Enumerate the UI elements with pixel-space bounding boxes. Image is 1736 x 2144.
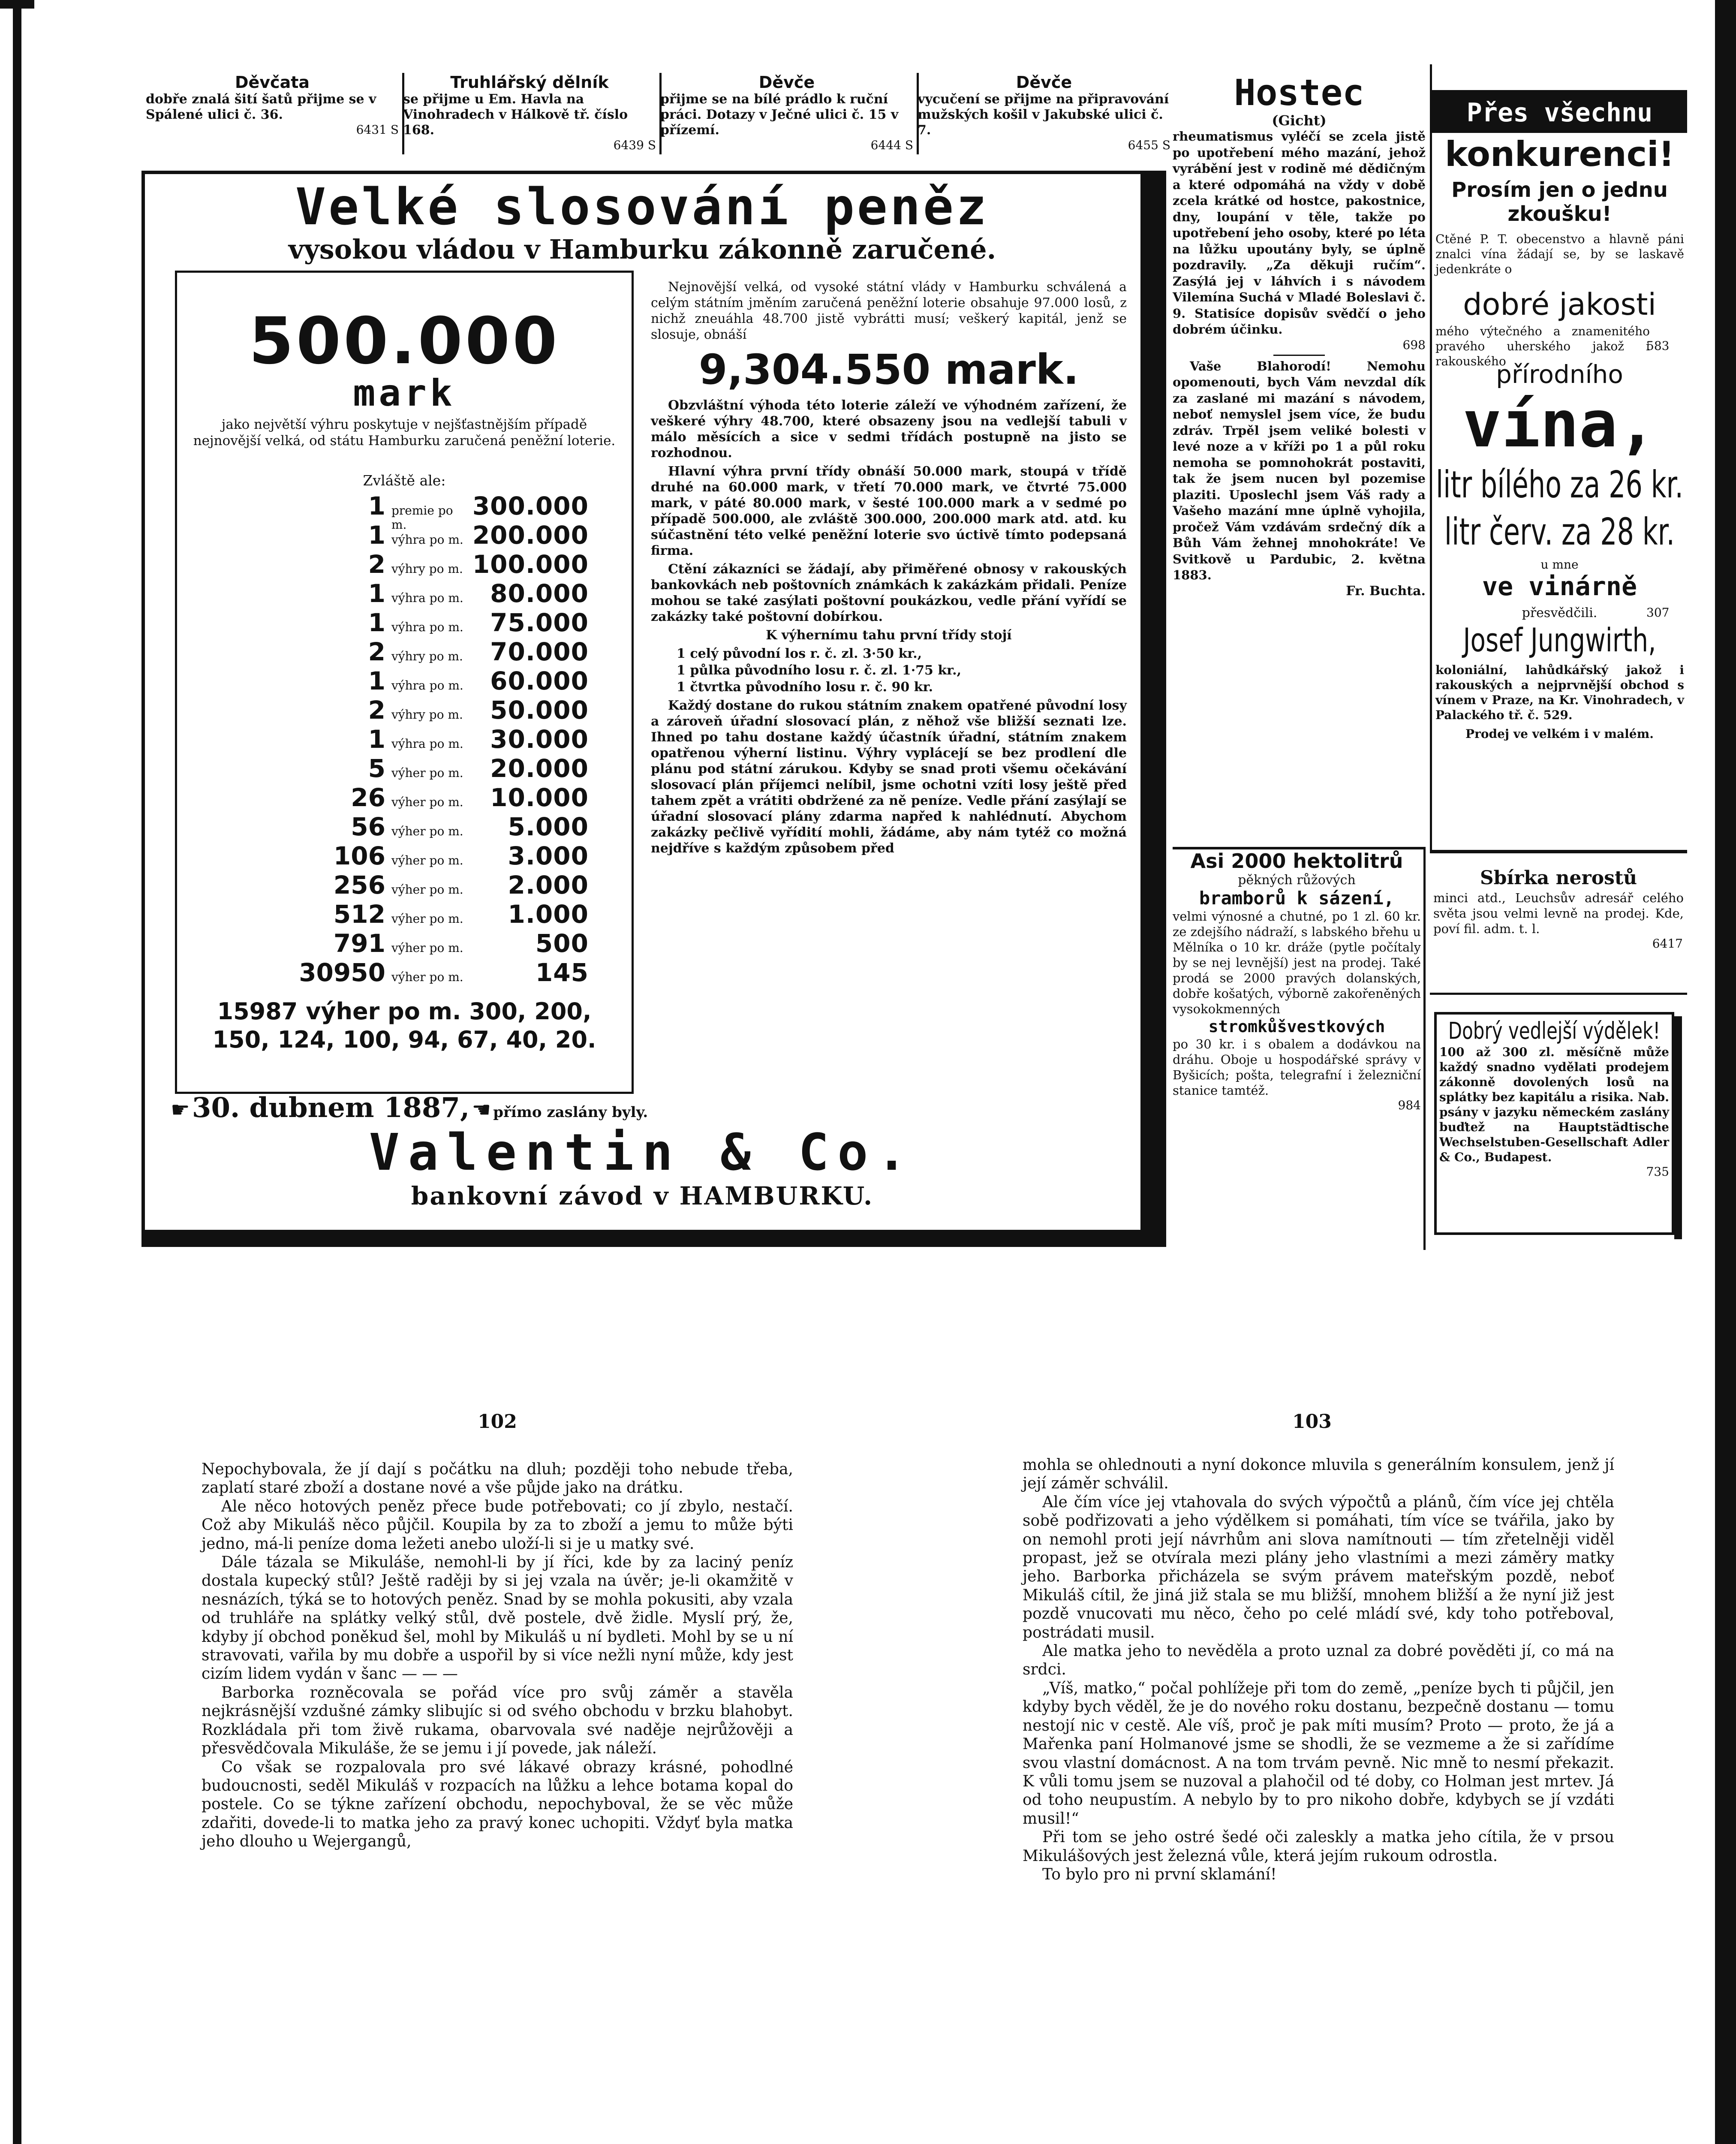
top-ad-3-num: 6444 S bbox=[870, 138, 913, 152]
top-ad-1-title: Děvčata bbox=[235, 73, 310, 92]
hostec-num: 698 bbox=[1402, 337, 1426, 352]
wine-u-mne: u mne bbox=[1540, 557, 1579, 572]
potatoes-sub: pěkných růžových bbox=[1238, 873, 1356, 888]
lottery-price-3: 1 čtvrtka původního losu r. č. 90 kr. bbox=[677, 680, 933, 695]
prize-label: výher po m. bbox=[391, 824, 463, 838]
wine-address: koloniální, lahůdkářský jakož i rakouských a nejprvnější obchod s vínem v Praze, na Kr. Vinohradech, v Palackého tř. č. 529. bbox=[1435, 663, 1684, 722]
minerals-num: 6417 bbox=[1652, 936, 1683, 951]
wine-price-1: litr bílého za 26 kr. bbox=[1435, 462, 1684, 506]
minerals-title: Sbírka nerostů bbox=[1480, 867, 1637, 889]
story-paragraph: Barborka rozněcovala se pořád více pro svůj záměr a stavěla nejkrásnější vzdušné zámky slibujíc si od svého obchodu v brzku blahobyt. Rozkládala při tom živě rukama, obarvovala své naděje nejrůžověji a přesvědčovala Mikuláše, že se jemu i jí povede, jak náleží. bbox=[202, 1683, 793, 1758]
top-ad-4-title: Děvče bbox=[1016, 73, 1072, 92]
prize-qty: 2 bbox=[368, 637, 385, 666]
prize-label: výhra po m. bbox=[391, 533, 463, 547]
prize-value: 80.000 bbox=[490, 579, 589, 608]
hostec-body: rheumatismus vyléčí se zcela jistě po upotřebení mého mazání, jehož vyrábění jest v rodině mé dědičným a které odpomáhá na vždy v době zcela krátké od hostce, pakostnice, dny, loupání v těle, takže po upotřebení jeho osoby, které po léta na lůžku upoutány byly, se úplně pozdravily. „Za děkuji ručím“. Zasýlá jej v láhvích i s návodem Vilemína Suchá v Mladé Boleslavi č. 9. Statisíce dopisův svědčí o jeho dobrém účinku. bbox=[1173, 129, 1426, 337]
lottery-date-line bbox=[171, 1092, 1114, 1126]
lottery-para-1: Obzvláštní výhoda této loterie záleží ve výhodném zařízení, že veškeré výhry 48.700, které obsazeny jsou na vedlejší tabuli v málo měsících a sice v sedmi třídách postupně na jisto se rozhodnou. bbox=[651, 398, 1127, 461]
prize-label: výhra po m. bbox=[391, 678, 463, 693]
prize-value: 200.000 bbox=[472, 521, 589, 550]
prize-qty: 1 bbox=[368, 666, 385, 696]
lottery-price-1: 1 celý původní los r. č. zl. 3·50 kr., bbox=[677, 646, 922, 661]
top-ad-2-num: 6439 S bbox=[613, 138, 656, 152]
prize-label: výher po m. bbox=[391, 882, 463, 897]
minerals-ad bbox=[1430, 866, 1687, 995]
prize-qty: 30950 bbox=[299, 958, 385, 987]
top-ad-1-text: dobře znalá šití šatů přijme se v Spálené ulici č. 36. bbox=[146, 92, 376, 122]
prize-row bbox=[203, 696, 589, 725]
hostec-sub: (Gicht) bbox=[1272, 112, 1327, 129]
lottery-para-5: Každý dostane do rukou státním znakem opatřené původní losy a zároveň úřadní slosovací plán, z něhož vše bližší seznati lze. Ihned po tahu dostane každý účastník úřadní, státním znakem opatřenou výherní listinu. Výhry vyplácejí se bez prodlení dle plánu pod státní zárukou. Kdyby se snad proti všemu očekávání slosovací plán příjemci nelíbil, jsme ochotni vzíti losy ještě před tahem zpět a vrátiti obdržené za ně peníze. Vedle přání zasýlají se úřadní slosovací plány zdarma napřed k nahlédnutí. Abychom zakázky pečlivě vyřídití mohli, žádáme, aby nám tytéž co možná nejdříve s každým způsobem před bbox=[651, 698, 1127, 856]
lottery-intro-text: Nejnovější velká, od vysoké státní vlády v Hamburku schválená a celým státním jměním zaručená peněžní loterie obsahuje 97.000 losů, z nichž zneuáhla 48.700 jistě vybrátti musí; veškerý kapitál, jenž se slosuje, obnáší bbox=[651, 280, 1127, 342]
story-paragraph: mohla se ohlednouti a nyní dokonce mluvila s generálním konsulem, jenž jí její záměr schválil. bbox=[1023, 1456, 1614, 1493]
story-paragraph: To bylo pro ni první sklamání! bbox=[1042, 1865, 1277, 1883]
prize-qty: 791 bbox=[333, 929, 385, 958]
prize-label: výher po m. bbox=[391, 795, 463, 809]
prize-qty: 1 bbox=[368, 725, 385, 754]
potatoes-title: Asi 2000 hektolitrů bbox=[1190, 849, 1403, 873]
wine-presvedcili: přesvědčili. bbox=[1522, 605, 1598, 620]
prize-qty: 256 bbox=[333, 870, 385, 900]
prize-label: výher po m. bbox=[391, 912, 463, 926]
wine-title-1: Přes všechnu bbox=[1466, 98, 1653, 128]
prize-table bbox=[203, 491, 589, 987]
zvlaste-label: Zvláště ale: bbox=[363, 472, 446, 489]
prize-qty: 5 bbox=[368, 754, 385, 783]
big-intro: jako největší výhru poskytuje v nejšťastnějším případě nejnovější velká, od státu Hamburku zaručená peněžní loterie. bbox=[193, 417, 616, 449]
prize-value: 10.000 bbox=[490, 783, 589, 812]
prize-row bbox=[203, 900, 589, 929]
top-ad-1 bbox=[146, 73, 404, 154]
lottery-date-right: přímo zaslány byly. bbox=[493, 1104, 648, 1121]
prize-qty: 2 bbox=[368, 696, 385, 725]
top-ad-2-text: se přijme u Em. Havla na Vinohradech v Hálkově tř. číslo 168. bbox=[403, 92, 628, 138]
left-page-number: 102 bbox=[478, 1411, 517, 1433]
wine-body-2: mého výtečného a znamenitého pravého uherského jakož i rakouského bbox=[1435, 324, 1650, 368]
prize-row bbox=[203, 608, 589, 637]
story-paragraph: Co však se rozpalovala pro své lákavé obrazy krásné, pohodlné budoucnosti, seděl Mikuláš v rozpacích na lůžku a lehce botama kopal do postele. Co se týkne zařízení obchodu, nepochyboval, že se věc může zdařiti, dovede-li to matka jeho za pravý konec uchopiti. Vždyť byla matka jeho dlouho u Wejergangů, bbox=[202, 1758, 793, 1851]
lottery-para-4: K výhernímu tahu první třídy stojí bbox=[766, 628, 1012, 643]
prize-box bbox=[175, 271, 634, 1094]
prize-qty: 56 bbox=[351, 812, 385, 841]
top-ad-4-text: vycučení se přijme na připravování mužských košil v Jakubské ulici č. 7. bbox=[918, 92, 1169, 138]
hostec-title: Hostec bbox=[1234, 72, 1364, 114]
top-ad-3-text: přijme se na bílé prádlo k ruční práci. Dotazy v Ječné ulici č. 15 v přízemí. bbox=[660, 92, 899, 138]
prize-label: výhra po m. bbox=[391, 591, 463, 605]
prize-qty: 26 bbox=[351, 783, 385, 812]
wine-body-1: Ctěné P. T. obecenstvo a hlavně páni znalci vína žádají se, by se laskavě jedenkráte o bbox=[1435, 232, 1684, 276]
prize-row bbox=[203, 870, 589, 900]
wine-ve-vinarne: ve vinárně bbox=[1482, 572, 1637, 602]
story-paragraph: Při tom se jeho ostré šedé oči zaleskly a matka jeho cítila, že v prsou Mikulášových jest železná vůle, která jejím rukoum odrostla. bbox=[1023, 1828, 1614, 1865]
hand-pointer-icon: ☛ bbox=[171, 1097, 190, 1122]
wine-prosim: Prosím jen o jednu zkoušku! bbox=[1451, 178, 1668, 226]
left-margin-rule bbox=[13, 0, 21, 2144]
hostec-letter: Vaše Blahorodí! Nemohu opomenouti, bych Vám nevzdal dík za zaslané mi mazání s návodem, neboť nemyslel jsem více, že budu zdráv. Trpěl jsem veliké bolesti v levé noze a v kříži po 1 a půl roku nemoha se pomnohokrát postaviti, tak že jsem nucen byl pozemise plaziti. Uposlechl jsem Váš rady a Vašeho mazání mne úplně vyhojila, pročež Vám vzdávám srdečný dík a Bůh Vám žehnej mnohokráte! Ve Svitkově u Pardubic, 2. května 1883. bbox=[1173, 358, 1426, 582]
story-paragraph: Ale matka jeho to nevěděla a proto uznal za dobré pověděti jí, co má na srdci. bbox=[1023, 1642, 1614, 1679]
earnings-ad bbox=[1434, 1012, 1674, 1235]
top-ad-2-title: Truhlářský dělník bbox=[450, 73, 609, 92]
earnings-title: Dobrý vedlejší výdělek! bbox=[1448, 1017, 1661, 1045]
story-paragraph: „Víš, matko,“ počal pohlížeje při tom do země, „peníze bych ti půjčil, jen kdyby bych věděl, že je do nového roku dostanu, bezpečně dostanu — tomu nestojí nic v cestě. Ale víš, proč je pak míti musím? Proto — proto, že já a Mařenka paní Holmanové jsme se shodli, že se vezmeme a že si zařídíme svou vlastní domácnost. A na tom trvám pevně. Nic mně to nesmí překazit. K vůli tomu jsem se nuzoval a plahočil od té doby, co Holman jest mrtev. Já od toho neupustím. A nebylo by to pro nikoho dobře, kdybych se jí vzdáti musil!“ bbox=[1023, 1679, 1614, 1828]
lottery-headline: Velké slosování peněz bbox=[295, 177, 989, 236]
prize-row bbox=[203, 841, 589, 870]
prize-label: výhry po m. bbox=[391, 562, 463, 576]
prize-value: 5.000 bbox=[508, 812, 589, 841]
prize-qty: 106 bbox=[333, 841, 385, 870]
lottery-price-2: 1 půlka původního losu r. č. zl. 1·75 kr., bbox=[677, 663, 962, 678]
prize-value: 1.000 bbox=[508, 900, 589, 929]
prize-row bbox=[203, 579, 589, 608]
prize-row bbox=[203, 929, 589, 958]
earnings-body: 100 až 300 zl. měsíčně může každý snadno vydělati prodejem zákonně dovolených losů na splátky bez kapitálu a risika. Nab. psány v jazyku německém zaslány buďtež na Hauptstädtische Wechselstuben-Gesellschaft Adler & Co., Budapest. bbox=[1439, 1045, 1669, 1164]
prize-qty: 1 bbox=[368, 579, 385, 608]
prize-value: 75.000 bbox=[490, 608, 589, 637]
prize-value: 300.000 bbox=[472, 491, 589, 521]
prize-label: výher po m. bbox=[391, 970, 463, 984]
prize-qty: 512 bbox=[333, 900, 385, 929]
wine-vina: vína, bbox=[1462, 387, 1657, 462]
prize-label: výher po m. bbox=[391, 766, 463, 780]
top-ad-3-title: Děvče bbox=[758, 73, 815, 92]
hostec-sign: Fr. Buchta. bbox=[1346, 583, 1426, 599]
wine-prodej: Prodej ve velkém i v malém. bbox=[1465, 727, 1654, 741]
prize-value: 145 bbox=[535, 958, 589, 987]
lottery-total: 9,304.550 mark. bbox=[698, 346, 1079, 394]
prize-row bbox=[203, 666, 589, 696]
story-paragraph: Ale čím více jej vtahovala do svých výpočtů a plánů, čím více jej chtěla sobě podřizovati a jeho výdělkem si pomáhati, tím více se tvářila, jako by on nemohl proti její návrhům ani slova namítnouti — tím zřetelněji viděl propast, jež se otvírala mezi plány jeho vlastními a mezi záměry matky jeho. Barborka přicházela se svým právem mateřským pozdě, neboť Mikuláš cítil, že jiná již stala se mu bližší, mnohem bližší a že nyní již jest pozdě vnucovati mu něco, čeho po celé mládí své, kdy toho potřeboval, postrádati musil. bbox=[1023, 1493, 1614, 1641]
hostec-ad bbox=[1173, 73, 1426, 832]
prize-label: výhra po m. bbox=[391, 620, 463, 634]
prize-value: 3.000 bbox=[508, 841, 589, 870]
prize-row bbox=[203, 491, 589, 532]
prize-row bbox=[203, 812, 589, 841]
prize-value: 500 bbox=[535, 929, 589, 958]
potatoes-trees: stromkůšvestkových bbox=[1208, 1017, 1385, 1036]
prize-label: výher po m. bbox=[391, 941, 463, 955]
lottery-ad bbox=[141, 171, 1166, 1247]
top-left-corner bbox=[0, 0, 34, 9]
prize-label: premie po m. bbox=[391, 503, 453, 532]
prize-row bbox=[203, 754, 589, 783]
earnings-num: 735 bbox=[1646, 1165, 1669, 1179]
wine-prirodniho: přírodního bbox=[1496, 360, 1623, 389]
right-page-text bbox=[1023, 1456, 1614, 1884]
prize-qty: 1 bbox=[368, 491, 385, 521]
lottery-ad-inner-shadow bbox=[1140, 171, 1166, 1247]
big-amount: 500.000 bbox=[249, 304, 560, 379]
lottery-date-left: 30. dubnem 1887, bbox=[192, 1092, 470, 1124]
top-ad-3 bbox=[660, 73, 919, 154]
lottery-para-2: Hlavní výhra první třídy obnáší 50.000 mark, stoupá v třídě druhé na 60.000 mark, v třetí 70.000 mark, ve čtvrté 75.000 mark, v páté 80.000 mark, v šesté 100.000 mark a v sedmé po případě 500.000, ale zvláště 300.000, 200.000 mark atd. atd. ku súčastnění této velké peněžní loterie svo úctivě tímto podepsaná firma. bbox=[651, 464, 1127, 558]
prize-qty: 2 bbox=[368, 550, 385, 579]
big-unit: mark bbox=[353, 372, 456, 415]
story-paragraph: Nepochybovala, že jí dají s počátku na dluh; později toho nebude třeba, zaplatí staré zboží a dostane nové a vše půjde jako na drátku. bbox=[202, 1460, 793, 1497]
prize-label: výhra po m. bbox=[391, 737, 463, 751]
wine-title-2: konkurenci! bbox=[1444, 134, 1675, 174]
potatoes-body-2: po 30 kr. i s obalem a dodávkou na dráhu. Oboje u hospodářské správy v Byšicích; pošta, telegrafní i železniční stanice tamtéž. bbox=[1173, 1037, 1421, 1098]
lottery-firm: Valentin & Co. bbox=[369, 1123, 916, 1182]
top-ad-4-num: 6455 S bbox=[1128, 138, 1170, 152]
prize-row bbox=[203, 637, 589, 666]
top-ad-1-num: 6431 S bbox=[356, 123, 399, 137]
lottery-subhead: vysokou vládou v Hamburku zákonně zaručené. bbox=[288, 234, 996, 265]
earnings-ad-shadow bbox=[1674, 1016, 1682, 1239]
potatoes-big: bramborů k sázení, bbox=[1199, 888, 1395, 909]
prize-value: 70.000 bbox=[490, 637, 589, 666]
prize-row bbox=[203, 725, 589, 754]
lottery-text-column bbox=[651, 279, 1127, 859]
story-paragraph: Ale něco hotových peněz přece bude potřebovati; co jí zbylo, nestačí. Což aby Mikuláš něco půjčil. Koupila by za to zboží a jemu to může býti jedno, má-li peníze doma ležeti anebo uloží-li si je u matky své. bbox=[202, 1497, 793, 1553]
potatoes-num: 984 bbox=[1398, 1098, 1421, 1112]
potatoes-body: velmi výnosné a chutné, po 1 zl. 60 kr. ze zdejšího nádraží, s labského břehu u Mělníka o 10 kr. dráže (pytle počítaly by se nej levnější) jest na prodej. Také prodá se 2000 pravých dolanských, dobře košatých, výborně zakořeněných vysokokmenných bbox=[1173, 909, 1421, 1016]
wine-ad bbox=[1430, 64, 1687, 853]
prize-row bbox=[203, 783, 589, 812]
top-ad-4 bbox=[918, 73, 1170, 154]
prize-value: 20.000 bbox=[490, 754, 589, 783]
lottery-ad-bottom-shadow bbox=[141, 1230, 1166, 1247]
prize-value: 100.000 bbox=[472, 550, 589, 579]
hand-pointer-icon: ☚ bbox=[472, 1097, 491, 1122]
wine-num-2: 307 bbox=[1646, 605, 1670, 620]
top-ads-row bbox=[146, 73, 1173, 159]
prize-label: výher po m. bbox=[391, 853, 463, 867]
story-paragraph: Dále tázala se Mikuláše, nemohl-li by jí říci, kde by za laciný peníz dostala kupecký stůl? Ještě raději by si jej vzala na úvěr; je-li okamžitě v nesnázích, týká se to hotových peněz. Snad by se mohla pokusiti, aby vzala od truhláře na splátky velký stůl, dvě postele, dvě židle. Myslí prý, že, kdyby jí obchod poněkud šel, mohl by Mikuláš u ní bydleti. Mohl by se u ní stravovati, vařila by mu dobře a uspořil by si více nežli nyní může, kdy jest cizím lidem vydán v šanc — — — bbox=[202, 1554, 793, 1683]
prize-label: výhry po m. bbox=[391, 649, 463, 663]
hostec-divider bbox=[1273, 355, 1325, 356]
top-ad-2 bbox=[403, 73, 662, 154]
prize-qty: 1 bbox=[368, 521, 385, 550]
left-page-text bbox=[202, 1460, 793, 1851]
right-edge bbox=[1715, 0, 1736, 2144]
wine-price-2: litr červ. za 28 kr. bbox=[1444, 509, 1675, 554]
wine-name: Josef Jungwirth, bbox=[1463, 621, 1656, 659]
prize-qty: 1 bbox=[368, 608, 385, 637]
wine-dobre: dobré jakosti bbox=[1463, 287, 1656, 322]
potatoes-ad bbox=[1173, 847, 1426, 1250]
prize-summary: 15987 výher po m. 300, 200, 150, 124, 100, 94, 67, 40, 20. bbox=[212, 998, 596, 1053]
prize-value: 30.000 bbox=[490, 725, 589, 754]
lottery-firm-sub: bankovní závod v HAMBURKU. bbox=[411, 1181, 874, 1211]
lottery-para-3: Ctění zákazníci se žádají, aby přiměřené obnosy v rakouských bankovkách neb poštovních známkách k zakázkám přidali. Peníze mohou se také zasýlati poštovní poukázkou, vedle přání vyřídí se zakázky také poštovní dobírkou. bbox=[651, 562, 1127, 624]
right-page-number: 103 bbox=[1292, 1411, 1332, 1433]
prize-value: 50.000 bbox=[490, 696, 589, 725]
prize-value: 2.000 bbox=[508, 870, 589, 900]
prize-row bbox=[203, 958, 589, 987]
minerals-body: minci atd., Leuchsův adresář celého světa jsou velmi levně na prodej. Kde, poví fil. adm. t. l. bbox=[1433, 891, 1684, 936]
prize-value: 60.000 bbox=[490, 666, 589, 696]
wine-num-1: 583 bbox=[1646, 339, 1670, 353]
prize-label: výhry po m. bbox=[391, 708, 463, 722]
prize-row bbox=[203, 550, 589, 579]
